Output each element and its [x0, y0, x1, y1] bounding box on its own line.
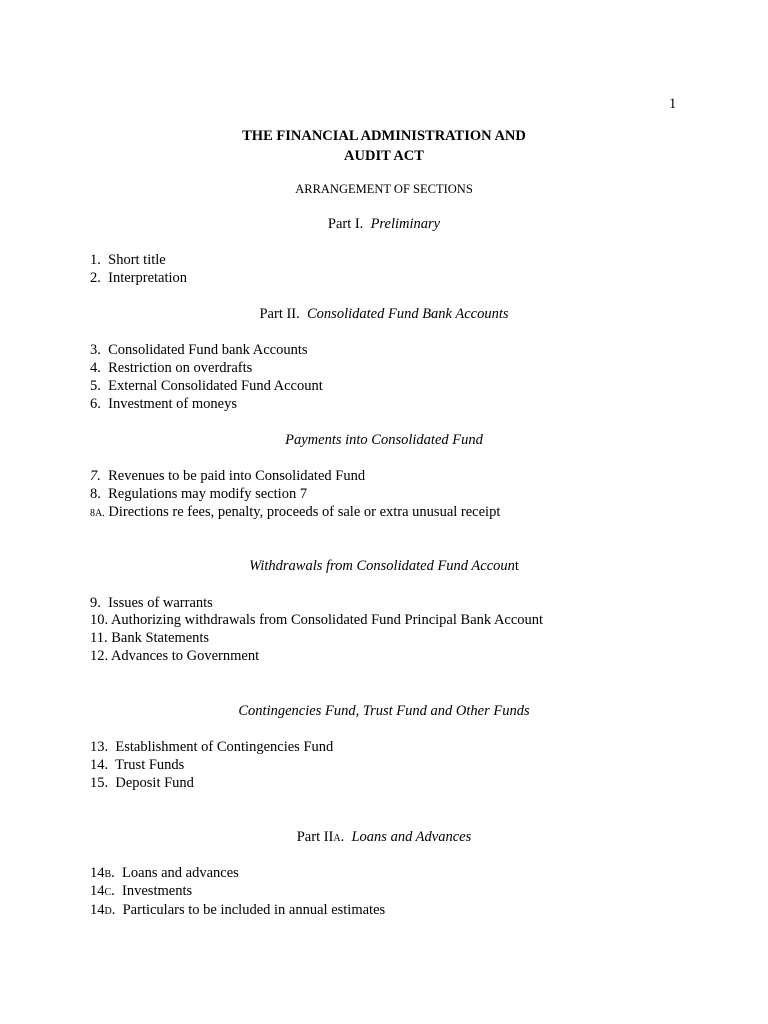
section-title: Regulations may modify section 7: [108, 486, 308, 502]
section-number: 15.: [90, 775, 109, 791]
list-item: [90, 377, 323, 395]
document-title-line2: AUDIT ACT: [344, 148, 424, 164]
part1-title: Preliminary: [370, 216, 441, 232]
list-item: [90, 629, 209, 647]
section-title: External Consolidated Fund Account: [108, 378, 323, 394]
section-number: 5.: [90, 378, 101, 394]
withdrawals-heading-tail: t: [514, 558, 519, 574]
list-item: [90, 395, 237, 413]
section-number: 1.: [90, 252, 101, 268]
section-number: 14: [90, 902, 105, 918]
section-title: Bank Statements: [111, 630, 210, 646]
list-item: [90, 251, 166, 269]
section-number: 11.: [90, 630, 108, 646]
section-number: 3.: [90, 342, 101, 358]
section-number: 12.: [90, 648, 109, 664]
part2-title: Consolidated Fund Bank Accounts: [307, 306, 509, 322]
section-number-suffix: C: [104, 887, 112, 898]
section-title: Authorizing withdrawals from Consolidated Fund Principal Bank Account: [110, 612, 544, 628]
section-title: Directions re fees, penalty, proceeds of sale or extra unusual receipt: [108, 504, 501, 520]
section-number: 4.: [90, 360, 101, 376]
part2a-prefix: Part II: [296, 829, 334, 845]
section-number: 14: [90, 865, 105, 881]
section-title: Restriction on overdrafts: [108, 360, 253, 376]
section-number: 8A.: [90, 508, 105, 519]
list-item: [90, 359, 252, 377]
section-number: 2.: [90, 270, 101, 286]
part2-prefix: Part II.: [259, 306, 300, 322]
list-item: [90, 485, 307, 503]
section-title: Investments: [122, 883, 193, 899]
section-number: 7.: [90, 468, 101, 484]
list-item: [90, 594, 213, 612]
withdrawals-heading: [0, 557, 768, 575]
part1-heading: [0, 215, 768, 233]
section-title: Consolidated Fund bank Accounts: [108, 342, 308, 358]
list-item: [90, 611, 543, 629]
section-number: 13.: [90, 739, 109, 755]
section-title: Particulars to be included in annual estimates: [122, 902, 386, 918]
list-item: 14B. Loans and advances: [90, 865, 239, 881]
section-title: Trust Funds: [115, 757, 185, 773]
list-item: 14C. Investments: [90, 883, 193, 899]
list-item: [90, 341, 308, 359]
part2-heading: [0, 305, 768, 323]
section-title: Revenues to be paid into Consolidated Fund: [108, 468, 366, 484]
section-number: 8.: [90, 486, 101, 502]
list-item: 14D. Particulars to be included in annual estimates: [90, 902, 386, 918]
section-number: 9.: [90, 595, 101, 611]
section-title: Interpretation: [108, 270, 188, 286]
section-title: Deposit Fund: [115, 775, 194, 791]
section-number: 14.: [90, 757, 109, 773]
part1-prefix: Part I.: [327, 216, 364, 232]
section-number: 14: [90, 883, 105, 899]
section-title: Advances to Government: [110, 648, 260, 664]
list-item: [90, 738, 333, 756]
withdrawals-heading-text: Withdrawals from Consolidated Fund Accoun: [249, 558, 515, 574]
arrangement-heading: ARRANGEMENT OF SECTIONS: [295, 182, 473, 196]
section-title: Establishment of Contingencies Fund: [115, 739, 334, 755]
contingencies-heading: Contingencies Fund, Trust Fund and Other Funds: [238, 703, 530, 719]
list-item: [90, 503, 500, 523]
list-item: [90, 269, 187, 287]
part2a-heading: [0, 828, 768, 848]
section-number: 10.: [90, 612, 109, 628]
page-number: 1: [669, 96, 677, 112]
section-title: Loans and advances: [122, 865, 239, 881]
section-title: Investment of moneys: [108, 396, 237, 412]
section-number: 6.: [90, 396, 101, 412]
part2a-prefix-small: A: [333, 833, 341, 844]
section-number-suffix: D: [104, 906, 112, 917]
section-number-suffix: B: [104, 869, 112, 880]
payments-heading: Payments into Consolidated Fund: [285, 432, 483, 448]
part2a-prefix-dot: .: [340, 829, 345, 845]
list-item: [90, 774, 194, 792]
part2a-title: Loans and Advances: [351, 829, 472, 845]
list-item: [90, 756, 184, 774]
document-title-line1: THE FINANCIAL ADMINISTRATION AND: [242, 128, 526, 144]
list-item: [90, 647, 259, 665]
list-item: [90, 467, 365, 485]
section-title: Short title: [108, 252, 166, 268]
section-title: Issues of warrants: [108, 595, 213, 611]
